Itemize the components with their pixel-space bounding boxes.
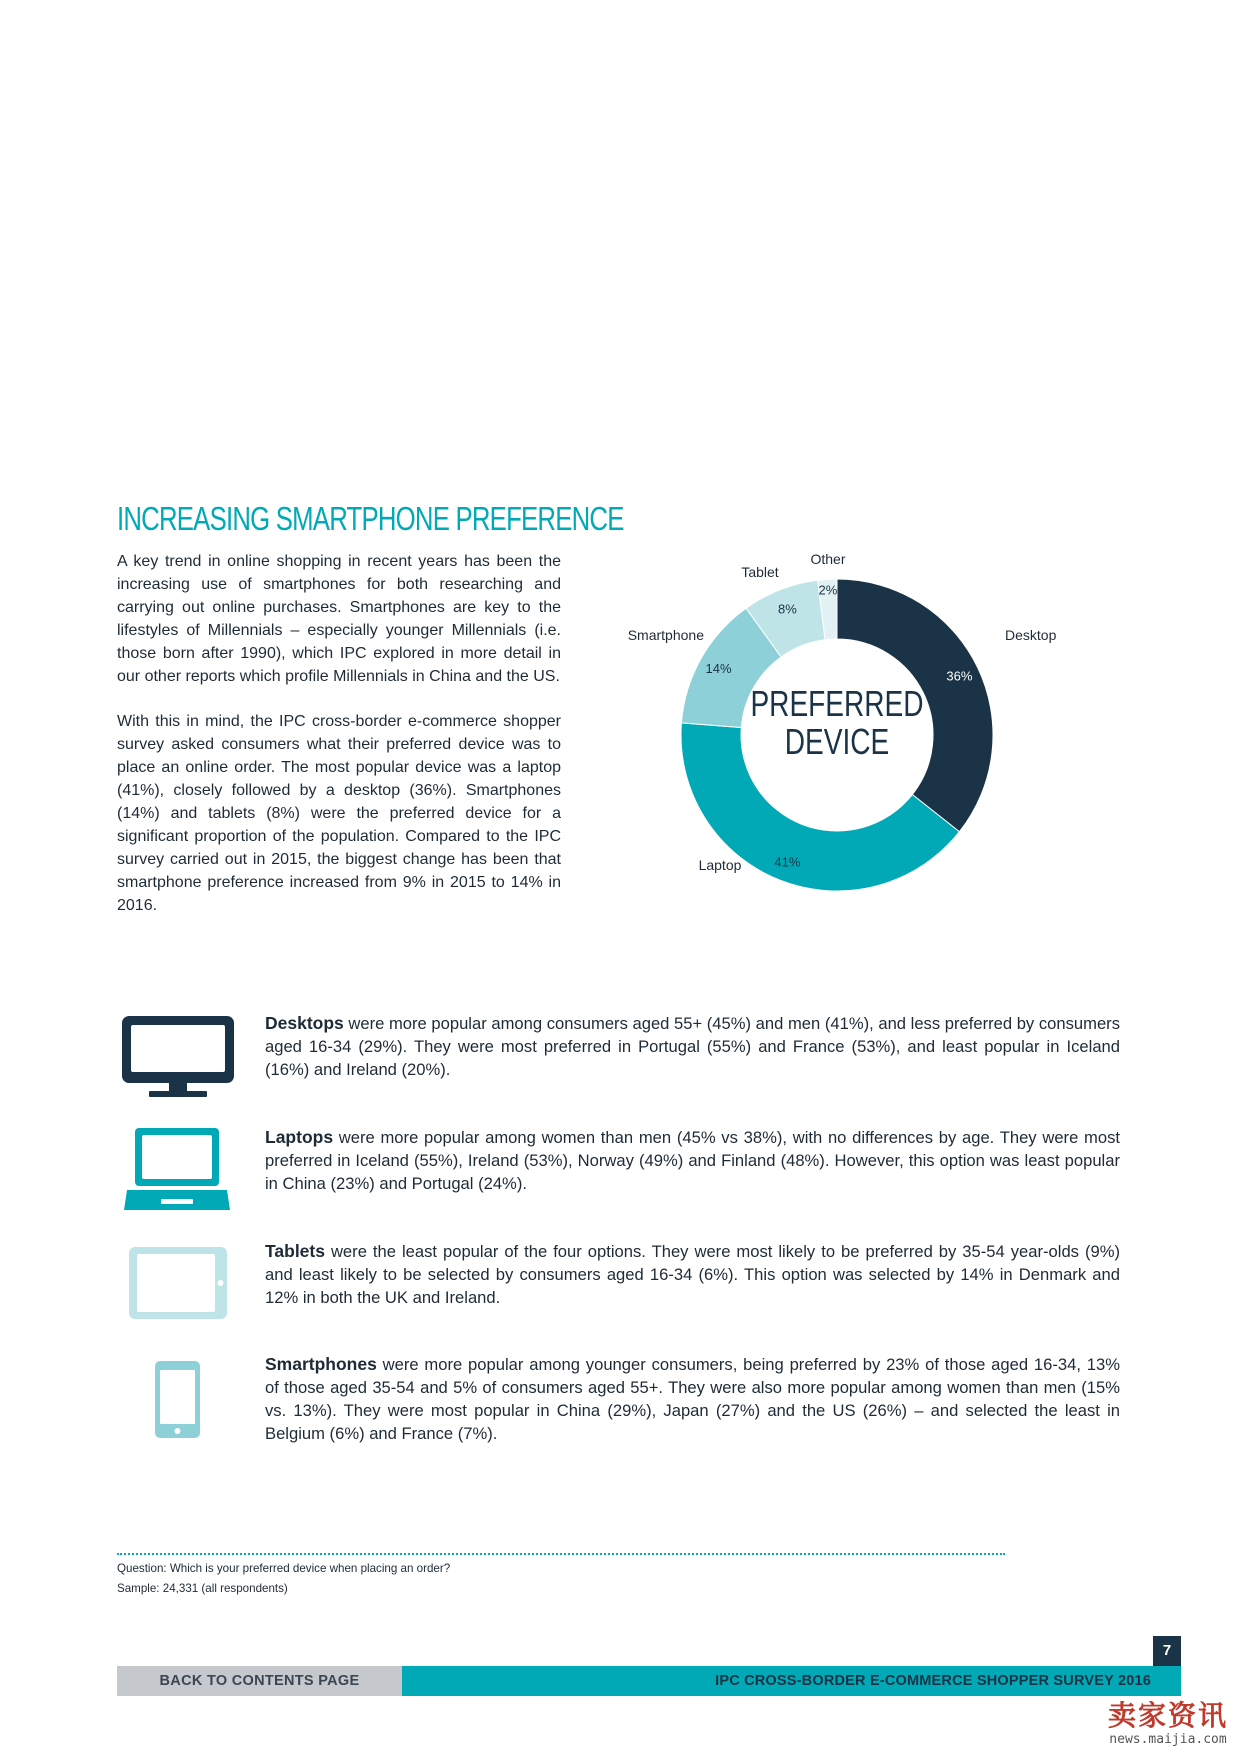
donut-category-label-tablet: Tablet (741, 564, 779, 580)
feature-laptops-text (265, 1126, 1120, 1196)
smartphone-icon (117, 1353, 242, 1443)
chart-center-label-line-1: PREFERRED (750, 683, 924, 724)
feature-desktops (117, 1012, 1120, 1102)
section-title: INCREASING SMARTPHONE PREFERENCE (117, 500, 624, 537)
donut-category-label-laptop: Laptop (698, 857, 742, 873)
donut-category-label-desktop: Desktop (1005, 627, 1057, 643)
feature-laptops (117, 1126, 1120, 1216)
donut-category-label-smartphone: Smartphone (627, 627, 704, 643)
intro-paragraph: A key trend in online shopping in recent years has been the increasing use of smartphones for both researching and carrying out online purchases. Smartphones are key to the lifestyles of Millennials – especially younger Millennials (i.e. those born after 1990), which IPC explored in more detail in our other reports which profile Millennials in China and the US. (117, 553, 561, 685)
page-number: 7 (1153, 1636, 1181, 1666)
feature-heading: Laptops (265, 1127, 334, 1147)
feature-tablets-text (265, 1240, 1120, 1310)
divider (117, 1553, 1005, 1555)
preferred-device-donut-chart (600, 540, 1100, 920)
intro-text (117, 551, 561, 940)
survey-title-banner: IPC CROSS-BORDER E-COMMERCE SHOPPER SURVEY 2016 (402, 1666, 1181, 1696)
feature-body: were the least popular of the four options. They were most likely to be preferred by 35-54 year-olds (9%) and least likely to be selected by consumers aged 16-34 (6%). This option was selected by 14% in Denmark and 12% in both the UK and Ireland. (265, 1242, 1120, 1307)
donut-value-label-smartphone: 14% (705, 661, 732, 677)
watermark-url: news.maijia.com (1109, 1732, 1227, 1747)
survey-sample-note: Sample: 24,331 (all respondents) (117, 1582, 288, 1595)
donut-category-label-other: Other (810, 551, 846, 567)
feature-tablets (117, 1240, 1120, 1330)
chart-center-label-line-2: DEVICE (784, 721, 890, 762)
intro-paragraph: With this in mind, the IPC cross-border e-commerce shopper survey asked consumers what their preferred device was to place an online order. The most popular device was a laptop (41%), closely followed by a desktop (36%). Smartphones (14%) and tablets (8%) were the preferred device for a significant proportion of the population. Compared to the IPC survey carried out in 2015, the biggest change has been that smartphone preference increased from 9% in 2015 to 14% in 2016. (117, 713, 561, 914)
donut-value-label-desktop: 36% (946, 668, 973, 684)
back-to-contents-link[interactable]: BACK TO CONTENTS PAGE (117, 1666, 402, 1696)
survey-question-note: Question: Which is your preferred device when placing an order? (117, 1562, 451, 1575)
laptop-icon (117, 1126, 242, 1216)
donut-value-label-other: 2% (818, 582, 838, 598)
donut-chart-svg (600, 540, 1100, 920)
watermark-text: 卖家资讯 (1107, 1700, 1228, 1731)
feature-heading: Smartphones (265, 1354, 377, 1374)
watermark-logo (1098, 1700, 1238, 1754)
feature-desktops-text (265, 1012, 1120, 1082)
donut-value-label-tablet: 8% (778, 601, 797, 617)
tablet-icon (117, 1240, 242, 1330)
feature-body: were more popular among younger consumers, being preferred by 23% of those aged 16-34, 13% of those aged 35-54 and 5% of consumers aged 55+. They were also more popular among women than men (15% vs. 13%). They were most popular in China (29%), Japan (27%) and the US (26%) – and selected the least in Belgium (6%) and France (7%). (265, 1355, 1120, 1443)
feature-body: were more popular among women than men (45% vs 38%), with no differences by age. They were most preferred in Iceland (55%), Ireland (53%), Norway (49%) and Finland (48%). However, this option was least popular in China (23%) and Portugal (24%). (265, 1128, 1120, 1193)
feature-smartphones (117, 1353, 1120, 1448)
feature-smartphones-text (265, 1353, 1120, 1446)
desktop-monitor-icon (117, 1012, 242, 1102)
feature-body: were more popular among consumers aged 55+ (45%) and men (41%), and less preferred by consumers aged 16-34 (29%). They were most preferred in Portugal (55%) and France (53%), and least popular in Iceland (16%) and Ireland (20%). (265, 1014, 1120, 1079)
feature-heading: Desktops (265, 1013, 344, 1033)
feature-heading: Tablets (265, 1241, 325, 1261)
donut-value-label-laptop: 41% (774, 854, 801, 870)
